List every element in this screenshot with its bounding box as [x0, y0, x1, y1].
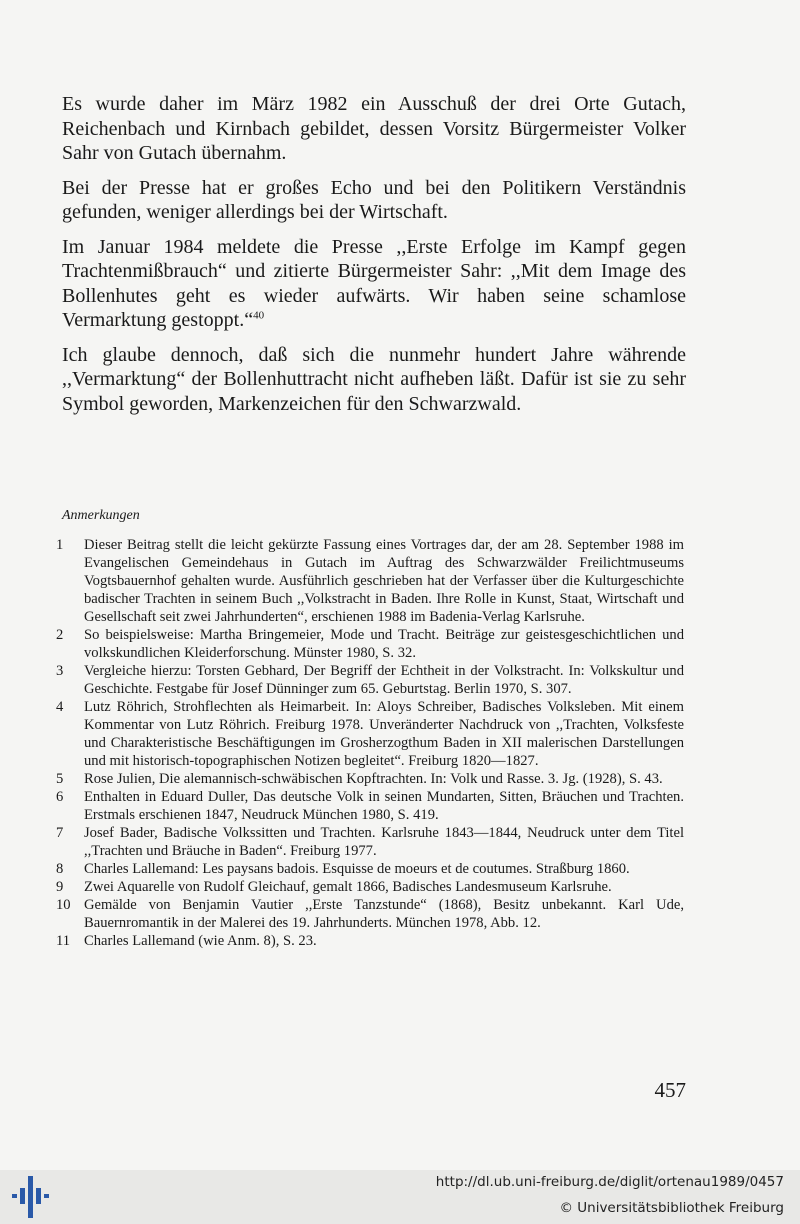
note-item — [56, 770, 684, 788]
note-item — [56, 662, 684, 698]
note-text: Lutz Röhrich, Strohflechten als Heimarbeit. In: Aloys Schreiber, Badisches Volksleben. Mit einem Kommentar von Lutz Röhrich. Freiburg 1978. Unveränderter Nachdruck von ,,Trachten, Volksfeste und Charakteristische Beschäftigungen im Grosherzogthum Baden in XII malerischen Darstellungen und mit historisch-topographischen Notizen begleitet“. Freiburg 1820—1827. — [84, 699, 684, 769]
copyright-notice: © Universitätsbibliothek Freiburg — [559, 1200, 784, 1216]
note-text: Zwei Aquarelle von Rudolf Gleichauf, gemalt 1866, Badisches Landesmuseum Karlsruhe. — [84, 879, 612, 895]
note-number: 9 — [56, 879, 64, 895]
notes-heading: Anmerkungen — [62, 508, 140, 523]
note-text: Enthalten in Eduard Duller, Das deutsche Volk in seinen Mundarten, Sitten, Bräuchen und Trachten. Erstmals erschienen 1847, Neudruck München 1980, S. 419. — [84, 789, 684, 823]
footer-bar — [0, 1170, 800, 1224]
note-number: 10 — [56, 897, 71, 913]
note-number: 5 — [56, 771, 64, 787]
note-number: 1 — [56, 537, 64, 553]
paragraph-3 — [62, 235, 686, 333]
note-text: Rose Julien, Die alemannisch-schwäbischen Kopftrachten. In: Volk und Rasse. 3. Jg. (1928), S. 43. — [84, 771, 663, 787]
note-item — [56, 536, 684, 626]
note-item — [56, 860, 684, 878]
paragraph-2: Bei der Presse hat er großes Echo und bei den Politikern Verständnis gefunden, weniger allerdings bei der Wirtschaft. — [62, 176, 686, 223]
note-text: So beispielsweise: Martha Bringemeier, Mode und Tracht. Beiträge zur geistesgeschichtlichen und volkskundlichen Kleiderforschung. Münster 1980, S. 32. — [84, 627, 684, 661]
note-number: 8 — [56, 861, 64, 877]
note-text: Charles Lallemand: Les paysans badois. Esquisse de moeurs et de coutumes. Straßburg 1860. — [84, 861, 630, 877]
note-number: 3 — [56, 663, 64, 679]
notes-list — [56, 536, 684, 950]
paragraph-4: Ich glaube dennoch, daß sich die nunmehr hundert Jahre währende ,,Vermarktung“ der Bollenhuttracht nicht aufheben läßt. Dafür ist sie zu sehr Symbol geworden, Markenzeichen für den Schwarzwald. — [62, 343, 686, 415]
note-text: Gemälde von Benjamin Vautier ,,Erste Tanzstunde“ (1868), Besitz unbekannt. Karl Ude, Bauernromantik in der Malerei des 19. Jahrhunderts. München 1978, Abb. 12. — [84, 897, 684, 931]
paragraph-1: Es wurde daher im März 1982 ein Ausschuß der drei Orte Gutach, Reichenbach und Kirnbach gebildet, dessen Vorsitz Bürgermeister Volker Sahr von Gutach übernahm. — [62, 93, 686, 164]
note-item — [56, 878, 684, 896]
note-text: Vergleiche hierzu: Torsten Gebhard, Der Begriff der Echtheit in der Volkstracht. In: Volkskultur und Geschichte. Festgabe für Josef Dünninger zum 65. Geburtstag. Berlin 1970, S. 307. — [84, 663, 684, 697]
page-number: 457 — [654, 1078, 686, 1102]
note-text: Charles Lallemand (wie Anm. 8), S. 23. — [84, 933, 317, 949]
note-number: 4 — [56, 699, 64, 715]
source-url-link[interactable]: http://dl.ub.uni-freiburg.de/diglit/ortenau1989/0457 — [435, 1174, 784, 1190]
note-item — [56, 626, 684, 662]
note-text: Josef Bader, Badische Volkssitten und Trachten. Karlsruhe 1843—1844, Neudruck unter dem Titel ,,Trachten und Bräuche in Baden“. Freiburg 1977. — [84, 825, 684, 859]
note-item — [56, 788, 684, 824]
note-item — [56, 698, 684, 770]
note-item — [56, 932, 684, 950]
note-number: 7 — [56, 825, 64, 841]
note-text: Dieser Beitrag stellt die leicht gekürzte Fassung eines Vortrages dar, der am 28. September 1988 im Evangelischen Gemeindehaus in Gutach im Auftrag des Schwarzwälder Freilichtmuseums Vogtsbauernhof gehalten wurde. Ausführlich geschrieben hat der Verfasser über die Kulturgeschichte badischer Trachten in seinem Buch ,,Volkstracht in Baden. Ihre Rolle in Kunst, Staat, Wirtschaft und Gesellschaft seit zwei Jahrhunderten“, erschienen 1988 im Badenia-Verlag Karlsruhe. — [84, 537, 684, 625]
note-number: 2 — [56, 627, 64, 643]
note-item — [56, 824, 684, 860]
note-item — [56, 896, 684, 932]
note-number: 6 — [56, 789, 64, 805]
note-number: 11 — [56, 933, 71, 949]
paragraph-3-text: Im Januar 1984 meldete die Presse ,,Erste Erfolge im Kampf gegen Trachtenmißbrauch“ und zitierte Bürgermeister Sahr: ,,Mit dem Image des Bollenhutes geht es wieder aufwärts. Wir haben seine schamlose Vermarktung gestoppt.“ — [62, 235, 686, 331]
library-logo-icon — [10, 1174, 50, 1220]
body-text — [62, 92, 686, 426]
footnote-reference[interactable]: 40 — [253, 309, 265, 322]
